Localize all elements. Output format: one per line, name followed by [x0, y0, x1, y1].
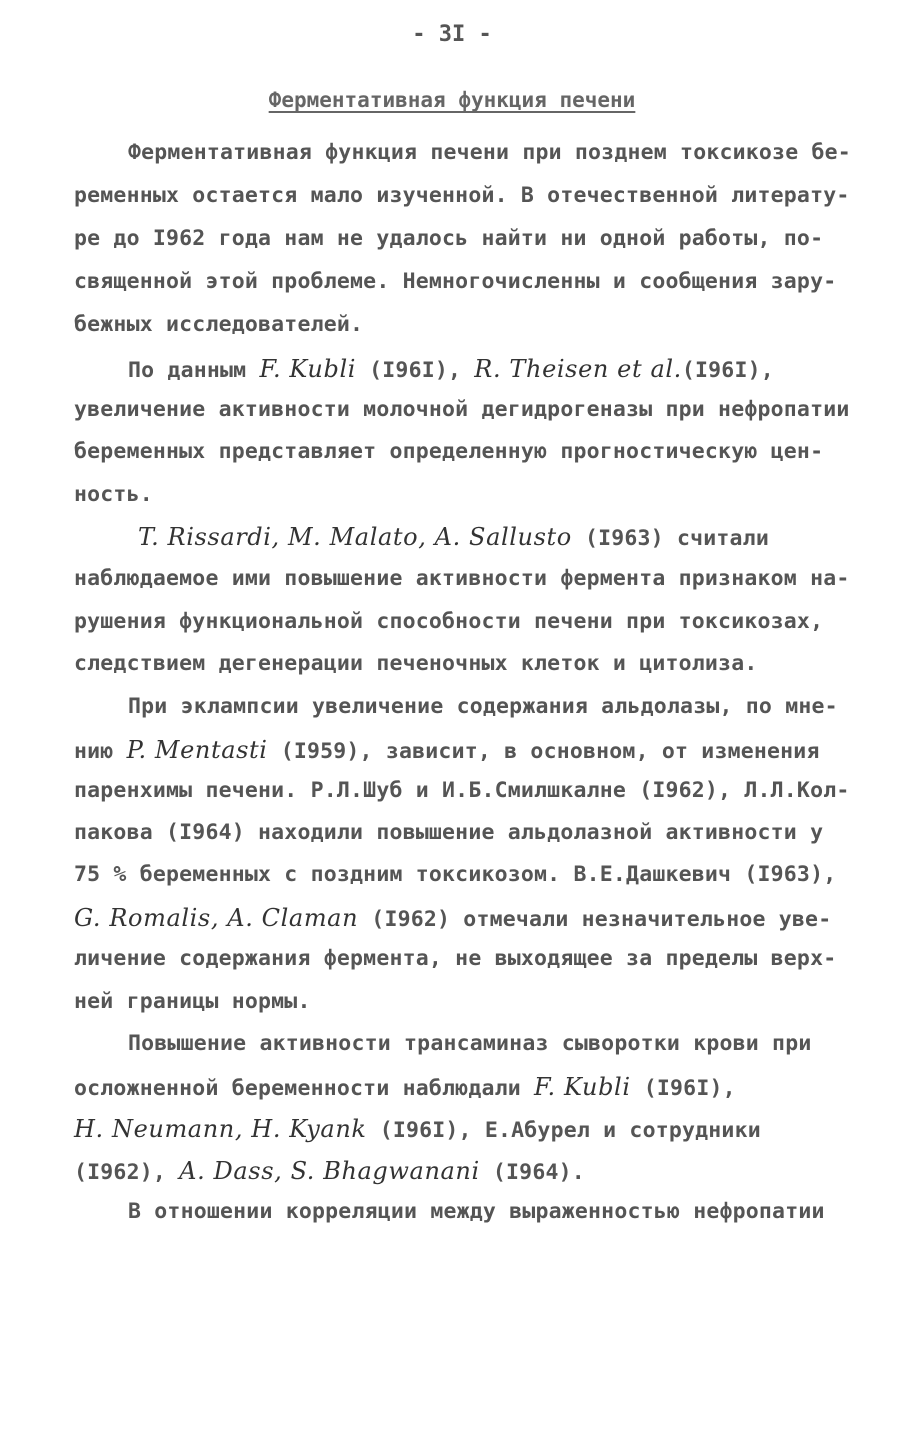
- handwritten-author-name: F. Kubli: [259, 355, 356, 383]
- handwritten-author-name: F. Kubli: [534, 1073, 631, 1101]
- text-line: [74, 736, 844, 764]
- typed-text: нию: [74, 739, 127, 764]
- text-line: [74, 566, 850, 591]
- typed-text: ней границы нормы.: [74, 989, 311, 1014]
- text-line: [74, 904, 844, 932]
- typed-text: (I96I),: [630, 1076, 736, 1101]
- typed-text: По данным: [128, 358, 260, 383]
- handwritten-author-name: G. Romalis, A. Claman: [74, 904, 359, 932]
- text-line: [74, 226, 844, 251]
- typed-text: паренхимы печени. Р.Л.Шуб и И.Б.Смилшкалне (I962), Л.Л.Кол-: [74, 778, 850, 803]
- text-line: [74, 1073, 844, 1101]
- typed-text: (I962),: [74, 1160, 180, 1185]
- text-line: [74, 397, 850, 422]
- text-line: [74, 1157, 844, 1185]
- typed-text: священной этой проблеме. Немногочисленны и сообщения зару-: [74, 269, 837, 294]
- typed-text: 75 % беременных с поздним токсикозом. В.Е.Дашкевич (I963),: [74, 862, 837, 887]
- section-heading: Ферментативная функция печени: [268, 88, 636, 112]
- typed-text: ность.: [74, 482, 153, 507]
- text-line: [138, 523, 904, 551]
- typed-text: увеличение активности молочной дегидрогеназы при нефропатии: [74, 397, 850, 422]
- text-line: [74, 989, 844, 1014]
- typed-text: рушения функциональной способности печени при токсикозах,: [74, 609, 824, 634]
- typed-text: ременных остается мало изученной. В отечественной литерату-: [74, 183, 850, 208]
- typed-text: (I963) считали: [571, 526, 769, 551]
- text-line: [128, 694, 898, 719]
- typed-text: (I96I),: [356, 358, 475, 383]
- typed-text: (I964).: [479, 1160, 585, 1185]
- handwritten-author-name: P. Mentasti: [126, 736, 268, 764]
- typed-text: беременных представляет определенную прогностическую цен-: [74, 439, 824, 464]
- text-line: [74, 269, 844, 294]
- typed-text: пакова (I964) находили повышение альдолазной активности у: [74, 820, 824, 845]
- typed-text: (I96I), Е.Абурел и сотрудники: [366, 1118, 761, 1143]
- text-line: [74, 482, 844, 507]
- text-line: [128, 1031, 898, 1056]
- text-line: [128, 140, 898, 165]
- text-line: [74, 1115, 844, 1143]
- typed-text: (I96I),: [681, 358, 774, 383]
- text-line: [74, 862, 844, 887]
- typed-text: следствием дегенерации печеночных клеток и цитолиза.: [74, 651, 758, 676]
- page-number: - 3I -: [412, 22, 492, 47]
- typed-text: В отношении корреляции между выраженностью нефропатии: [128, 1199, 825, 1224]
- text-line: [74, 609, 844, 634]
- handwritten-author-name: A. Dass, S. Bhagwanani: [179, 1157, 480, 1185]
- typed-text: бежных исследователей.: [74, 312, 364, 337]
- typed-text: осложненной беременности наблюдали: [74, 1076, 535, 1101]
- text-line: [74, 820, 844, 845]
- typed-text: Ферментативная функция печени при позднем токсикозе бе-: [128, 140, 851, 165]
- text-line: [74, 312, 844, 337]
- typed-text: (I962) отмечали незначительное уве-: [358, 907, 832, 932]
- text-line: [74, 651, 844, 676]
- handwritten-author-name: H. Neumann, H. Kyank: [74, 1115, 367, 1143]
- handwritten-author-name: R. Theisen et al.: [474, 355, 682, 383]
- text-line: [74, 439, 844, 464]
- typed-text: Повышение активности трансаминаз сыворотки крови при: [128, 1031, 812, 1056]
- typed-text: личение содержания фермента, не выходящее за пределы верх-: [74, 946, 837, 971]
- text-line: [74, 183, 850, 208]
- text-line: [74, 946, 844, 971]
- typed-text: (I959), зависит, в основном, от изменения: [267, 739, 820, 764]
- handwritten-author-name: T. Rissardi, M. Malato, A. Sallusto: [138, 523, 572, 551]
- text-line: [128, 355, 898, 383]
- typed-text: При эклампсии увеличение содержания альдолазы, по мне-: [128, 694, 838, 719]
- typed-text: ре до I962 года нам не удалось найти ни одной работы, по-: [74, 226, 824, 251]
- text-line: [128, 1199, 898, 1224]
- text-line: [74, 778, 850, 803]
- typed-text: наблюдаемое ими повышение активности фермента признаком на-: [74, 566, 850, 591]
